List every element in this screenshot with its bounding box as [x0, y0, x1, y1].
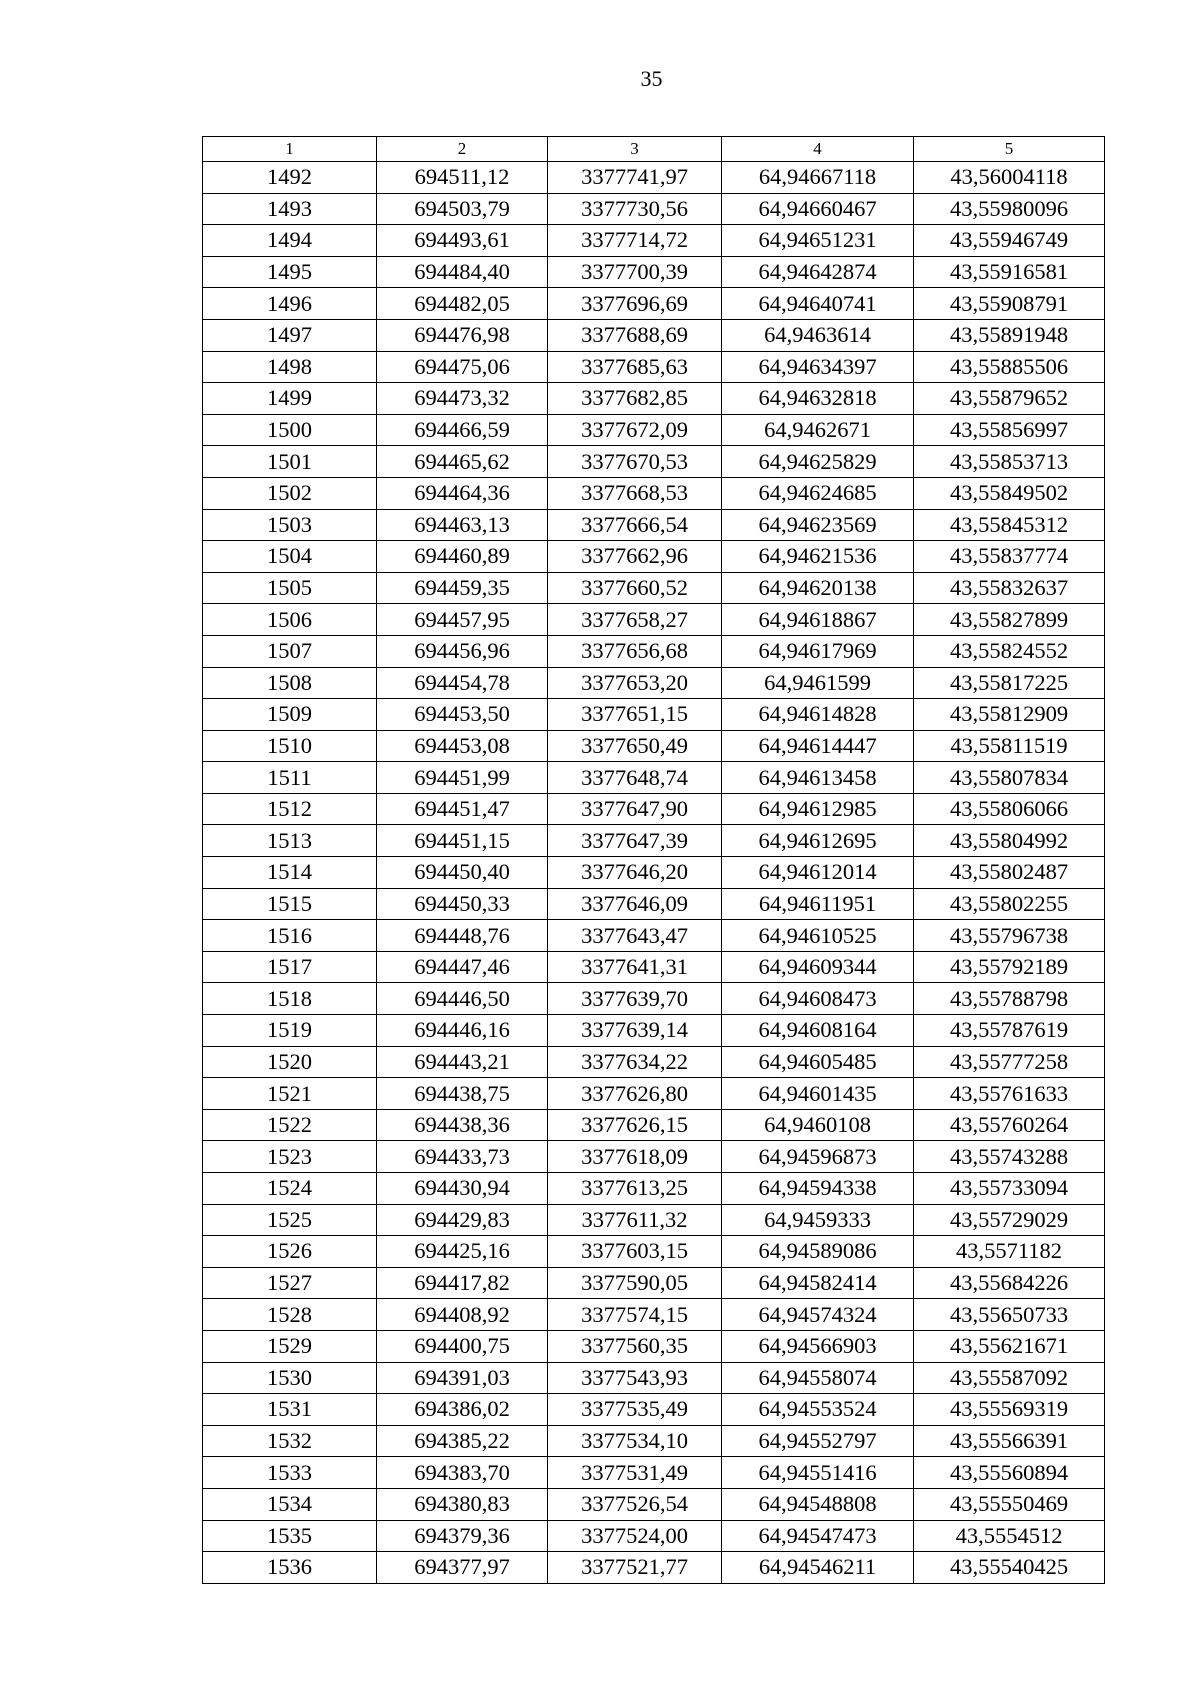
table-row	[203, 762, 1105, 794]
x-coordinate-cell: 694484,40	[377, 256, 548, 288]
longitude-cell: 43,55569319	[914, 1394, 1105, 1426]
y-coordinate-cell: 3377560,35	[548, 1330, 722, 1362]
latitude-cell: 64,94574324	[722, 1299, 914, 1331]
x-coordinate-cell: 694379,36	[377, 1520, 548, 1552]
latitude-cell: 64,94611951	[722, 888, 914, 920]
coordinates-table	[202, 136, 1105, 1584]
y-coordinate-cell: 3377672,09	[548, 414, 722, 446]
longitude-cell: 43,55587092	[914, 1362, 1105, 1394]
longitude-cell: 43,55743288	[914, 1141, 1105, 1173]
x-coordinate-cell: 694493,61	[377, 225, 548, 257]
latitude-cell: 64,9460108	[722, 1109, 914, 1141]
longitude-cell: 43,55837774	[914, 541, 1105, 573]
table-body	[203, 162, 1105, 1584]
table-row	[203, 635, 1105, 667]
point-number-cell: 1508	[203, 667, 377, 699]
latitude-cell: 64,94609344	[722, 951, 914, 983]
y-coordinate-cell: 3377531,49	[548, 1457, 722, 1489]
table-row	[203, 414, 1105, 446]
latitude-cell: 64,94596873	[722, 1141, 914, 1173]
point-number-cell: 1535	[203, 1520, 377, 1552]
point-number-cell: 1507	[203, 635, 377, 667]
longitude-cell: 43,5554512	[914, 1520, 1105, 1552]
latitude-cell: 64,94623569	[722, 509, 914, 541]
y-coordinate-cell: 3377634,22	[548, 1046, 722, 1078]
latitude-cell: 64,94667118	[722, 162, 914, 194]
point-number-cell: 1528	[203, 1299, 377, 1331]
x-coordinate-cell: 694380,83	[377, 1488, 548, 1520]
table-header-row	[203, 137, 1105, 162]
longitude-cell: 43,55560894	[914, 1457, 1105, 1489]
x-coordinate-cell: 694454,78	[377, 667, 548, 699]
x-coordinate-cell: 694447,46	[377, 951, 548, 983]
longitude-cell: 43,55760264	[914, 1109, 1105, 1141]
y-coordinate-cell: 3377700,39	[548, 256, 722, 288]
longitude-cell: 43,55946749	[914, 225, 1105, 257]
y-coordinate-cell: 3377626,15	[548, 1109, 722, 1141]
latitude-cell: 64,94651231	[722, 225, 914, 257]
point-number-cell: 1496	[203, 288, 377, 320]
y-coordinate-cell: 3377685,63	[548, 351, 722, 383]
x-coordinate-cell: 694466,59	[377, 414, 548, 446]
point-number-cell: 1531	[203, 1394, 377, 1426]
point-number-cell: 1518	[203, 983, 377, 1015]
x-coordinate-cell: 694383,70	[377, 1457, 548, 1489]
table-row	[203, 1488, 1105, 1520]
longitude-cell: 43,5571182	[914, 1236, 1105, 1268]
point-number-cell: 1533	[203, 1457, 377, 1489]
latitude-cell: 64,94553524	[722, 1394, 914, 1426]
longitude-cell: 43,55777258	[914, 1046, 1105, 1078]
longitude-cell: 43,55761633	[914, 1078, 1105, 1110]
point-number-cell: 1504	[203, 541, 377, 573]
latitude-cell: 64,9462671	[722, 414, 914, 446]
latitude-cell: 64,94621536	[722, 541, 914, 573]
table-row	[203, 383, 1105, 415]
x-coordinate-cell: 694438,36	[377, 1109, 548, 1141]
point-number-cell: 1510	[203, 730, 377, 762]
latitude-cell: 64,94601435	[722, 1078, 914, 1110]
column-header-4: 4	[722, 137, 914, 162]
y-coordinate-cell: 3377524,00	[548, 1520, 722, 1552]
point-number-cell: 1523	[203, 1141, 377, 1173]
x-coordinate-cell: 694433,73	[377, 1141, 548, 1173]
table-row	[203, 1109, 1105, 1141]
y-coordinate-cell: 3377590,05	[548, 1267, 722, 1299]
x-coordinate-cell: 694429,83	[377, 1204, 548, 1236]
y-coordinate-cell: 3377662,96	[548, 541, 722, 573]
y-coordinate-cell: 3377574,15	[548, 1299, 722, 1331]
y-coordinate-cell: 3377653,20	[548, 667, 722, 699]
y-coordinate-cell: 3377646,20	[548, 857, 722, 889]
longitude-cell: 43,55885506	[914, 351, 1105, 383]
table-row	[203, 572, 1105, 604]
point-number-cell: 1492	[203, 162, 377, 194]
x-coordinate-cell: 694450,33	[377, 888, 548, 920]
point-number-cell: 1530	[203, 1362, 377, 1394]
point-number-cell: 1501	[203, 446, 377, 478]
x-coordinate-cell: 694391,03	[377, 1362, 548, 1394]
table-row	[203, 1015, 1105, 1047]
y-coordinate-cell: 3377618,09	[548, 1141, 722, 1173]
longitude-cell: 43,55802255	[914, 888, 1105, 920]
point-number-cell: 1509	[203, 699, 377, 731]
latitude-cell: 64,94614447	[722, 730, 914, 762]
table-row	[203, 1267, 1105, 1299]
latitude-cell: 64,94547473	[722, 1520, 914, 1552]
table-row	[203, 225, 1105, 257]
latitude-cell: 64,94612985	[722, 793, 914, 825]
latitude-cell: 64,94614828	[722, 699, 914, 731]
longitude-cell: 43,55824552	[914, 635, 1105, 667]
longitude-cell: 43,55827899	[914, 604, 1105, 636]
point-number-cell: 1529	[203, 1330, 377, 1362]
latitude-cell: 64,94617969	[722, 635, 914, 667]
point-number-cell: 1527	[203, 1267, 377, 1299]
point-number-cell: 1503	[203, 509, 377, 541]
point-number-cell: 1512	[203, 793, 377, 825]
x-coordinate-cell: 694400,75	[377, 1330, 548, 1362]
longitude-cell: 43,55980096	[914, 193, 1105, 225]
longitude-cell: 43,55550469	[914, 1488, 1105, 1520]
x-coordinate-cell: 694443,21	[377, 1046, 548, 1078]
y-coordinate-cell: 3377641,31	[548, 951, 722, 983]
y-coordinate-cell: 3377613,25	[548, 1173, 722, 1205]
longitude-cell: 43,55845312	[914, 509, 1105, 541]
x-coordinate-cell: 694457,95	[377, 604, 548, 636]
y-coordinate-cell: 3377656,68	[548, 635, 722, 667]
table-row	[203, 1520, 1105, 1552]
point-number-cell: 1526	[203, 1236, 377, 1268]
x-coordinate-cell: 694451,99	[377, 762, 548, 794]
column-header-5: 5	[914, 137, 1105, 162]
y-coordinate-cell: 3377643,47	[548, 920, 722, 952]
point-number-cell: 1515	[203, 888, 377, 920]
page-number: 35	[640, 66, 663, 91]
point-number-cell: 1521	[203, 1078, 377, 1110]
latitude-cell: 64,94632818	[722, 383, 914, 415]
y-coordinate-cell: 3377535,49	[548, 1394, 722, 1426]
table-row	[203, 1330, 1105, 1362]
point-number-cell: 1495	[203, 256, 377, 288]
point-number-cell: 1494	[203, 225, 377, 257]
x-coordinate-cell: 694460,89	[377, 541, 548, 573]
x-coordinate-cell: 694385,22	[377, 1425, 548, 1457]
y-coordinate-cell: 3377639,70	[548, 983, 722, 1015]
latitude-cell: 64,94552797	[722, 1425, 914, 1457]
y-coordinate-cell: 3377534,10	[548, 1425, 722, 1457]
table-row	[203, 162, 1105, 194]
latitude-cell: 64,94618867	[722, 604, 914, 636]
latitude-cell: 64,9459333	[722, 1204, 914, 1236]
table-row	[203, 1141, 1105, 1173]
point-number-cell: 1506	[203, 604, 377, 636]
latitude-cell: 64,94582414	[722, 1267, 914, 1299]
latitude-cell: 64,94612695	[722, 825, 914, 857]
y-coordinate-cell: 3377668,53	[548, 477, 722, 509]
x-coordinate-cell: 694417,82	[377, 1267, 548, 1299]
x-coordinate-cell: 694450,40	[377, 857, 548, 889]
latitude-cell: 64,94640741	[722, 288, 914, 320]
table-row	[203, 1173, 1105, 1205]
table-row	[203, 288, 1105, 320]
latitude-cell: 64,94551416	[722, 1457, 914, 1489]
table-row	[203, 1299, 1105, 1331]
x-coordinate-cell: 694503,79	[377, 193, 548, 225]
x-coordinate-cell: 694464,36	[377, 477, 548, 509]
latitude-cell: 64,94566903	[722, 1330, 914, 1362]
table-row	[203, 1394, 1105, 1426]
longitude-cell: 43,55650733	[914, 1299, 1105, 1331]
latitude-cell: 64,94548808	[722, 1488, 914, 1520]
longitude-cell: 43,55802487	[914, 857, 1105, 889]
x-coordinate-cell: 694451,47	[377, 793, 548, 825]
latitude-cell: 64,94624685	[722, 477, 914, 509]
table-row	[203, 1457, 1105, 1489]
point-number-cell: 1536	[203, 1552, 377, 1584]
longitude-cell: 43,55891948	[914, 319, 1105, 351]
point-number-cell: 1498	[203, 351, 377, 383]
table-row	[203, 1204, 1105, 1236]
latitude-cell: 64,94558074	[722, 1362, 914, 1394]
latitude-cell: 64,94608473	[722, 983, 914, 1015]
table-row	[203, 319, 1105, 351]
y-coordinate-cell: 3377611,32	[548, 1204, 722, 1236]
y-coordinate-cell: 3377646,09	[548, 888, 722, 920]
longitude-cell: 43,55729029	[914, 1204, 1105, 1236]
y-coordinate-cell: 3377626,80	[548, 1078, 722, 1110]
point-number-cell: 1534	[203, 1488, 377, 1520]
table-row	[203, 1362, 1105, 1394]
point-number-cell: 1500	[203, 414, 377, 446]
x-coordinate-cell: 694438,75	[377, 1078, 548, 1110]
point-number-cell: 1502	[203, 477, 377, 509]
longitude-cell: 43,55621671	[914, 1330, 1105, 1362]
table-row	[203, 446, 1105, 478]
longitude-cell: 43,55566391	[914, 1425, 1105, 1457]
latitude-cell: 64,94642874	[722, 256, 914, 288]
column-header-1: 1	[203, 137, 377, 162]
longitude-cell: 43,55817225	[914, 667, 1105, 699]
y-coordinate-cell: 3377658,27	[548, 604, 722, 636]
y-coordinate-cell: 3377682,85	[548, 383, 722, 415]
table-row	[203, 1046, 1105, 1078]
table-row	[203, 730, 1105, 762]
x-coordinate-cell: 694465,62	[377, 446, 548, 478]
y-coordinate-cell: 3377650,49	[548, 730, 722, 762]
latitude-cell: 64,94605485	[722, 1046, 914, 1078]
longitude-cell: 43,55806066	[914, 793, 1105, 825]
latitude-cell: 64,94613458	[722, 762, 914, 794]
table-row	[203, 825, 1105, 857]
longitude-cell: 43,55849502	[914, 477, 1105, 509]
column-header-3: 3	[548, 137, 722, 162]
longitude-cell: 43,55811519	[914, 730, 1105, 762]
column-header-2: 2	[377, 137, 548, 162]
latitude-cell: 64,94546211	[722, 1552, 914, 1584]
x-coordinate-cell: 694446,50	[377, 983, 548, 1015]
table-row	[203, 541, 1105, 573]
longitude-cell: 43,55916581	[914, 256, 1105, 288]
y-coordinate-cell: 3377696,69	[548, 288, 722, 320]
longitude-cell: 43,55684226	[914, 1267, 1105, 1299]
table-row	[203, 604, 1105, 636]
latitude-cell: 64,94608164	[722, 1015, 914, 1047]
x-coordinate-cell: 694425,16	[377, 1236, 548, 1268]
point-number-cell: 1505	[203, 572, 377, 604]
table-row	[203, 983, 1105, 1015]
y-coordinate-cell: 3377543,93	[548, 1362, 722, 1394]
x-coordinate-cell: 694451,15	[377, 825, 548, 857]
latitude-cell: 64,9463614	[722, 319, 914, 351]
latitude-cell: 64,94620138	[722, 572, 914, 604]
y-coordinate-cell: 3377651,15	[548, 699, 722, 731]
y-coordinate-cell: 3377714,72	[548, 225, 722, 257]
table-row	[203, 256, 1105, 288]
table-row	[203, 699, 1105, 731]
y-coordinate-cell: 3377741,97	[548, 162, 722, 194]
latitude-cell: 64,9461599	[722, 667, 914, 699]
longitude-cell: 43,55796738	[914, 920, 1105, 952]
y-coordinate-cell: 3377660,52	[548, 572, 722, 604]
y-coordinate-cell: 3377639,14	[548, 1015, 722, 1047]
y-coordinate-cell: 3377647,39	[548, 825, 722, 857]
x-coordinate-cell: 694476,98	[377, 319, 548, 351]
x-coordinate-cell: 694430,94	[377, 1173, 548, 1205]
longitude-cell: 43,55733094	[914, 1173, 1105, 1205]
point-number-cell: 1522	[203, 1109, 377, 1141]
x-coordinate-cell: 694456,96	[377, 635, 548, 667]
table-row	[203, 477, 1105, 509]
longitude-cell: 43,55804992	[914, 825, 1105, 857]
latitude-cell: 64,94634397	[722, 351, 914, 383]
point-number-cell: 1511	[203, 762, 377, 794]
y-coordinate-cell: 3377647,90	[548, 793, 722, 825]
x-coordinate-cell: 694377,97	[377, 1552, 548, 1584]
y-coordinate-cell: 3377603,15	[548, 1236, 722, 1268]
latitude-cell: 64,94610525	[722, 920, 914, 952]
point-number-cell: 1513	[203, 825, 377, 857]
x-coordinate-cell: 694511,12	[377, 162, 548, 194]
point-number-cell: 1519	[203, 1015, 377, 1047]
x-coordinate-cell: 694459,35	[377, 572, 548, 604]
x-coordinate-cell: 694463,13	[377, 509, 548, 541]
table-row	[203, 1552, 1105, 1584]
table-row	[203, 351, 1105, 383]
latitude-cell: 64,94660467	[722, 193, 914, 225]
x-coordinate-cell: 694386,02	[377, 1394, 548, 1426]
table-row	[203, 1425, 1105, 1457]
point-number-cell: 1497	[203, 319, 377, 351]
longitude-cell: 43,55540425	[914, 1552, 1105, 1584]
point-number-cell: 1525	[203, 1204, 377, 1236]
x-coordinate-cell: 694482,05	[377, 288, 548, 320]
y-coordinate-cell: 3377730,56	[548, 193, 722, 225]
longitude-cell: 43,55879652	[914, 383, 1105, 415]
point-number-cell: 1524	[203, 1173, 377, 1205]
table-row	[203, 793, 1105, 825]
table-row	[203, 1236, 1105, 1268]
point-number-cell: 1499	[203, 383, 377, 415]
table-row	[203, 1078, 1105, 1110]
longitude-cell: 43,56004118	[914, 162, 1105, 194]
latitude-cell: 64,94612014	[722, 857, 914, 889]
y-coordinate-cell: 3377526,54	[548, 1488, 722, 1520]
table-row	[203, 857, 1105, 889]
y-coordinate-cell: 3377670,53	[548, 446, 722, 478]
longitude-cell: 43,55807834	[914, 762, 1105, 794]
longitude-cell: 43,55787619	[914, 1015, 1105, 1047]
longitude-cell: 43,55812909	[914, 699, 1105, 731]
y-coordinate-cell: 3377688,69	[548, 319, 722, 351]
x-coordinate-cell: 694475,06	[377, 351, 548, 383]
point-number-cell: 1517	[203, 951, 377, 983]
table-row	[203, 193, 1105, 225]
longitude-cell: 43,55788798	[914, 983, 1105, 1015]
x-coordinate-cell: 694453,50	[377, 699, 548, 731]
latitude-cell: 64,94589086	[722, 1236, 914, 1268]
point-number-cell: 1520	[203, 1046, 377, 1078]
latitude-cell: 64,94625829	[722, 446, 914, 478]
y-coordinate-cell: 3377521,77	[548, 1552, 722, 1584]
x-coordinate-cell: 694448,76	[377, 920, 548, 952]
longitude-cell: 43,55853713	[914, 446, 1105, 478]
y-coordinate-cell: 3377648,74	[548, 762, 722, 794]
table-row	[203, 951, 1105, 983]
longitude-cell: 43,55856997	[914, 414, 1105, 446]
longitude-cell: 43,55832637	[914, 572, 1105, 604]
table-row	[203, 888, 1105, 920]
x-coordinate-cell: 694453,08	[377, 730, 548, 762]
point-number-cell: 1514	[203, 857, 377, 889]
table-row	[203, 667, 1105, 699]
x-coordinate-cell: 694446,16	[377, 1015, 548, 1047]
latitude-cell: 64,94594338	[722, 1173, 914, 1205]
table-row	[203, 509, 1105, 541]
longitude-cell: 43,55792189	[914, 951, 1105, 983]
point-number-cell: 1516	[203, 920, 377, 952]
longitude-cell: 43,55908791	[914, 288, 1105, 320]
point-number-cell: 1532	[203, 1425, 377, 1457]
table-row	[203, 920, 1105, 952]
point-number-cell: 1493	[203, 193, 377, 225]
y-coordinate-cell: 3377666,54	[548, 509, 722, 541]
x-coordinate-cell: 694473,32	[377, 383, 548, 415]
x-coordinate-cell: 694408,92	[377, 1299, 548, 1331]
